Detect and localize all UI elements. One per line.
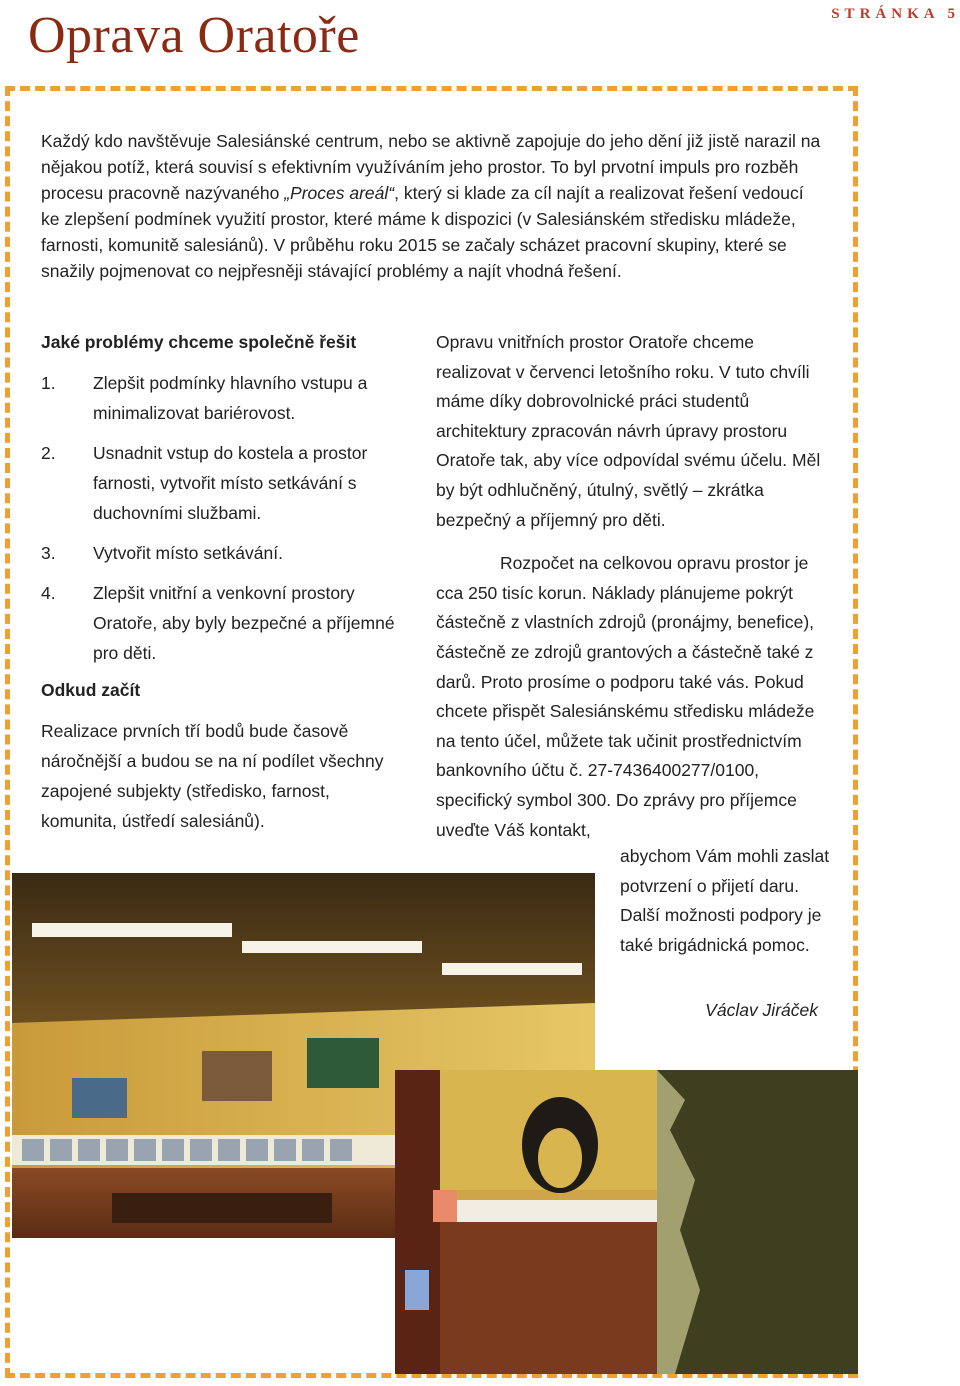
list-item-number: 2. bbox=[41, 443, 56, 463]
problems-list bbox=[41, 368, 401, 668]
list-item-text: Vytvořit místo setkávání. bbox=[93, 543, 283, 563]
wall-photo-illustration bbox=[395, 1070, 858, 1374]
list-item-number: 3. bbox=[41, 543, 56, 563]
list-item bbox=[41, 438, 401, 528]
left-column bbox=[41, 330, 401, 836]
budget-paragraph: Rozpočet na celkovou opravu prostor je cca 250 tisíc korun. Náklady plánujeme pokrýt částečně z vlastních zdrojů (pronájmy, benefice), částečně ze zdrojů grantových a částečně také z darů. Proto prosíme o podporu také vás. Pokud chcete přispět Salesiánskému středisku mládeže na tento účel, můžete tak učinit prostřednictvím bankovního účtu č. 27-7436400277/0100, specifický symbol 300. Do zprávy pro příjemce uveďte Váš kontakt, bbox=[436, 553, 815, 840]
list-item-text: Usnadnit vstup do kostela a prostor farnosti, vytvořit místo setkávání s duchovními službami. bbox=[93, 443, 368, 523]
list-item-text: Zlepšit vnitřní a venkovní prostory Oratoře, aby byly bezpečné a příjemné pro děti. bbox=[93, 583, 395, 663]
list-item bbox=[41, 368, 401, 428]
problems-heading: Jaké problémy chceme společně řešit bbox=[41, 332, 357, 352]
intro-emphasis: „Proces areál“ bbox=[284, 183, 395, 203]
right-column bbox=[436, 328, 821, 845]
budget-paragraph-continued: abychom Vám mohli zaslat potvrzení o přijetí daru. Další možnosti podpory je také brigádnická pomoc. bbox=[620, 846, 830, 955]
page-title: Oprava Oratoře bbox=[28, 7, 360, 64]
intro-text-end: , který si klade za cíl najít a realizovat řešení vedoucí ke zlepšení podmínek využití prostor, které máme k dispozici (v Salesiánském středisku mládeže, farnosti, komunitě salesiánů). V průběhu roku 2015 se začaly scházet pracovní skupiny, které se snažily pojmenovat co nejpřesněji stávající problémy a najít vhodná řešení. bbox=[41, 183, 804, 281]
page-number-label: STRÁNKA 5 bbox=[831, 6, 960, 22]
renovation-paragraph: Opravu vnitřních prostor Oratoře chceme realizovat v červenci letošního roku. V tuto chvíli máme díky dobrovolnické práci studentů architektury zpracován návrh úpravy prostoru Oratoře tak, aby více odpovídal svému účelu. Měl by být odhlučněný, útulný, světlý – zkrátka bezpečný a příjemný pro děti. bbox=[436, 332, 821, 530]
wall-photo bbox=[395, 1070, 858, 1374]
intro-paragraph bbox=[41, 128, 821, 284]
start-heading: Odkud začít bbox=[41, 680, 141, 700]
list-item bbox=[41, 538, 401, 568]
start-paragraph: Realizace prvních tří bodů bude časově náročnější a budou se na ní podílet všechny zapojené subjekty (středisko, farnost, komunita, ústředí salesiánů). bbox=[41, 721, 384, 831]
list-item-number: 4. bbox=[41, 583, 56, 603]
list-item-number: 1. bbox=[41, 373, 56, 393]
author-signature: Václav Jiráček bbox=[705, 1000, 818, 1020]
list-item bbox=[41, 578, 401, 668]
intro-text-start: Každý kdo navštěvuje Salesiánské centrum, nebo se aktivně zapojuje do jeho dění již jistě narazil na nějakou potíž, která souvisí s efektivním využíváním jeho prostor. To byl prvotní impuls pro rozběh procesu pracovně nazývaného bbox=[41, 131, 821, 203]
list-item-text: Zlepšit podmínky hlavního vstupu a minimalizovat bariérovost. bbox=[93, 373, 368, 423]
